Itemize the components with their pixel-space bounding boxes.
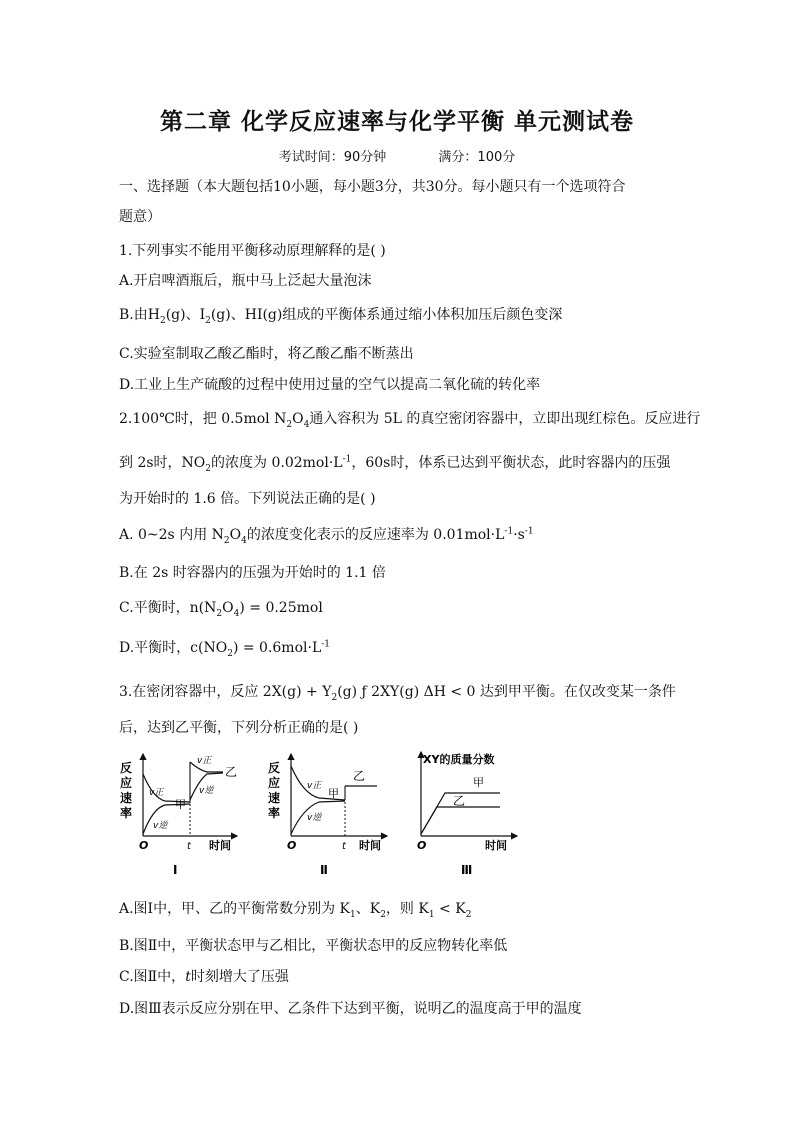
exam-info <box>0 146 794 165</box>
q1-option-a: A.开启啤酒瓶后，瓶中马上泛起大量泡沫 <box>119 273 372 289</box>
q2-option-c: C.平衡时，$n(N_2O_4) = 0.25mol$ <box>119 600 323 619</box>
fig3-xlabel: 时间 <box>485 839 507 852</box>
q2-option-b: B.在 2s 时容器内的压强为开始时的 1.1 倍 <box>119 565 386 581</box>
q2-stem-line3: 为开始时的 1.6 倍。下列说法正确的是( ) <box>119 491 376 507</box>
fig2-ylabel-4: 率 <box>268 806 281 820</box>
fig2-t-label: t <box>342 841 346 852</box>
q3-stem-line1: 3.在密闭容器中，反应 $2X(g) + Y_2(g)$ ƒ 2XY(g) ΔH < 0 达到甲平衡。在仅改变某一条件 <box>119 684 676 703</box>
fig2-ylabel-2: 应 <box>268 776 281 790</box>
q1-option-b: B.由$H_2(g)$、$I_2(g)$、HI(g)组成的平衡体系通过缩小体积加压后颜色变深 <box>119 307 563 326</box>
fig2-xlabel: 时间 <box>359 839 381 852</box>
full-score: 满分：100分 <box>438 150 516 165</box>
fig2-origin: O <box>287 839 297 852</box>
q2-stem-line2: 到 2s时，$NO_2$的浓度为 $0.02mol\cdot L^{-1}$，60s时，体系已达到平衡状态，此时容器内的压强 <box>119 454 671 474</box>
q3-option-c: C.图Ⅱ中，t时刻增大了压强 <box>119 969 289 985</box>
figures-row <box>115 748 525 878</box>
figure-2 <box>268 754 387 877</box>
fig3-yi-label: 乙 <box>453 794 466 808</box>
fig1-ylabel-4: 率 <box>120 806 133 820</box>
figures-svg <box>115 748 525 878</box>
fig2-caption: Ⅱ <box>320 863 328 877</box>
q3-option-d: D.图Ⅲ表示反应分别在甲、乙条件下达到平衡，说明乙的温度高于甲的温度 <box>119 1001 582 1017</box>
fig3-jia-label: 甲 <box>473 776 484 789</box>
fig2-jia-label: 甲 <box>328 787 339 800</box>
fig1-v-fwd-label: v正 <box>149 788 164 798</box>
fig1-caption: Ⅰ <box>173 863 178 877</box>
fig1-jia-label: 甲 <box>175 798 186 811</box>
fig2-ylabel-1: 反 <box>268 761 281 775</box>
fig2-ylabel-3: 速 <box>268 791 281 805</box>
fig1-ylabel-2: 应 <box>120 776 133 790</box>
page-title: 第二章 化学反应速率与化学平衡 单元测试卷 <box>159 109 634 135</box>
fig1-after-fwd-label: v正 <box>197 756 212 766</box>
fig1-v-rev-label: v逆 <box>153 821 168 831</box>
section-heading: 一、选择题（本大题包括10小题，每小题3分，共30分。每小题只有一个选项符合 <box>119 179 626 195</box>
fig1-ylabel-1: 反 <box>120 761 133 775</box>
q1-option-d: D.工业上生产硫酸的过程中使用过量的空气以提高二氧化硫的转化率 <box>119 377 541 393</box>
q2-stem-line1: 2.100℃时，把 0.5mol $N_2O_4$通入容积为 5L 的真空密闭容器中，立即出现红棕色。反应进行 <box>119 411 701 430</box>
q2-option-d: D.平衡时，$c(NO_2) = 0.6mol\cdot L^{-1}$ <box>119 639 331 659</box>
fig1-t-label: t <box>187 841 191 852</box>
q2-option-a: A. 0~2s 内用 $N_2O_4$的浓度变化表示的反应速率为 $0.01mol\cdot L^{-1}\cdot s^{-1}$ <box>119 526 534 546</box>
fig2-yi-label: 乙 <box>353 769 366 783</box>
fig3-yi-curve <box>421 807 500 834</box>
fig1-yi-label: 乙 <box>225 765 238 779</box>
figure-1 <box>120 754 237 877</box>
q3-option-a: A.图Ⅰ中，甲、乙的平衡常数分别为 $K_1$、$K_2$，则 $K_1 < K_2$ <box>119 901 472 920</box>
fig3-title: XY的质量分数 <box>423 753 495 766</box>
fig3-origin: O <box>417 839 427 852</box>
fig1-origin: O <box>139 839 149 852</box>
q1-option-c: C.实验室制取乙酸乙酯时，将乙酸乙酯不断蒸出 <box>119 346 414 362</box>
q3-option-b: B.图Ⅱ中，平衡状态甲与乙相比，平衡状态甲的反应物转化率低 <box>119 938 508 954</box>
fig1-after-rev-label: v逆 <box>199 786 214 796</box>
exam-time: 考试时间：90分钟 <box>278 150 387 165</box>
fig3-caption: Ⅲ <box>461 863 473 877</box>
q3-stem-line2: 后，达到乙平衡，下列分析正确的是( ) <box>119 720 359 736</box>
figure-3 <box>417 752 517 877</box>
fig2-v-rev-label: v逆 <box>307 813 322 823</box>
section-heading-cont: 题意） <box>119 209 161 225</box>
fig2-v-fwd-label: v正 <box>307 781 322 791</box>
fig1-ylabel-3: 速 <box>120 791 133 805</box>
q1-stem: 1.下列事实不能用平衡移动原理解释的是( ) <box>119 243 386 259</box>
fig1-xlabel: 时间 <box>209 839 231 852</box>
